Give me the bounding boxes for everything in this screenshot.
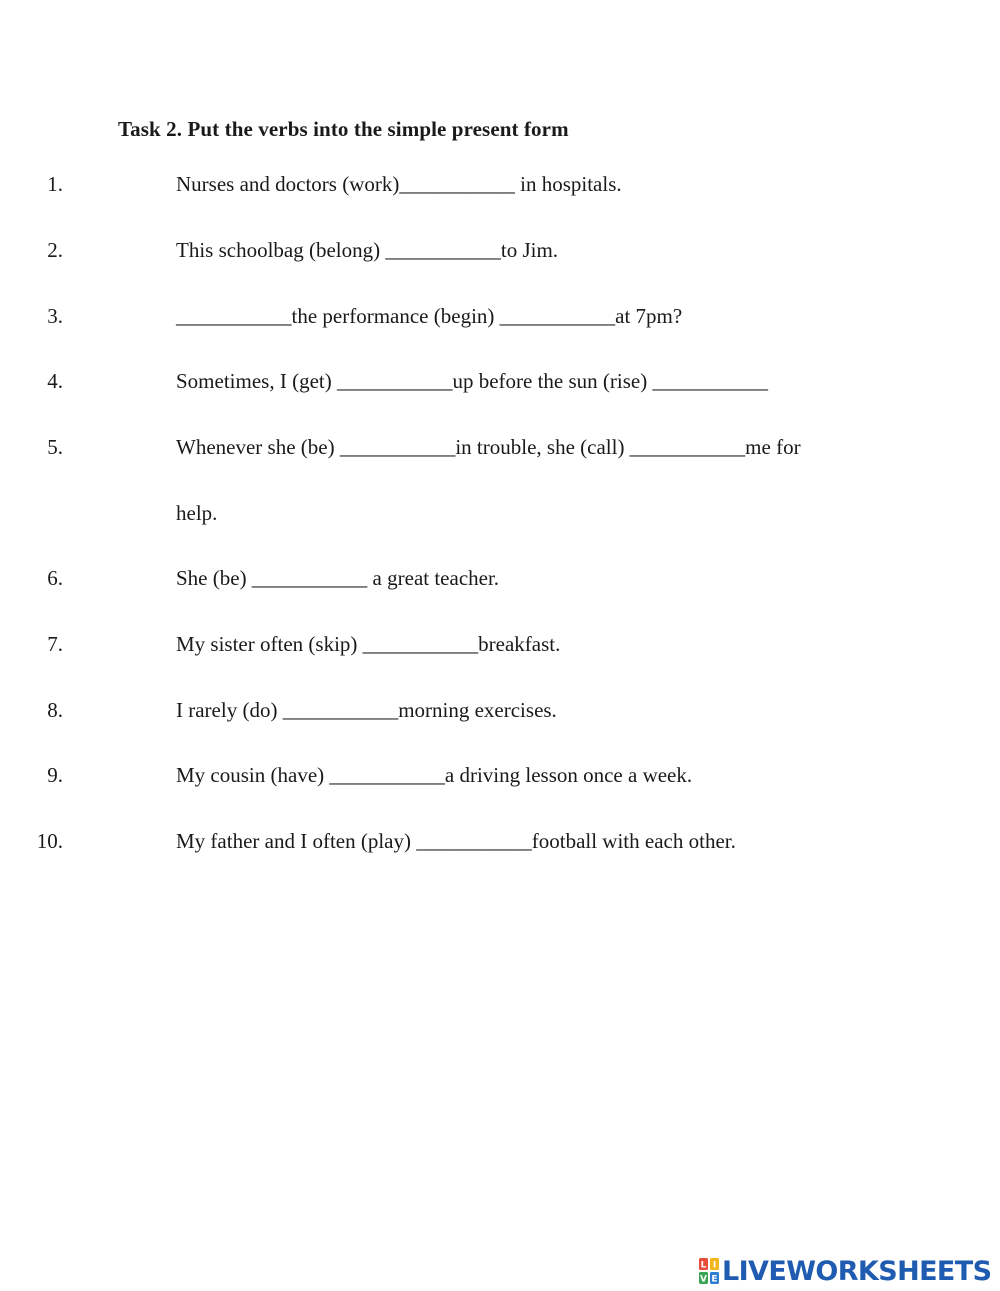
item-text: This schoolbag (belong) ___________to Jim. <box>176 238 559 262</box>
item-text: She (be) ___________ a great teacher. <box>176 566 500 590</box>
svg-text:I: I <box>712 1260 717 1271</box>
item-text: My sister often (skip) ___________breakfast. <box>176 632 561 656</box>
liveworksheets-logo <box>698 1256 991 1286</box>
svg-text:L: L <box>700 1260 707 1271</box>
item-number: 8. <box>47 698 63 722</box>
item-text: My father and I often (play) ___________football with each other. <box>176 829 736 853</box>
item-number: 7. <box>47 632 63 656</box>
item-number: 6. <box>47 566 63 590</box>
item-text: I rarely (do) ___________morning exercises. <box>176 698 557 722</box>
item-number: 3. <box>47 304 63 328</box>
svg-text:E: E <box>711 1274 718 1285</box>
svg-text:V: V <box>700 1274 707 1285</box>
item-number: 4. <box>47 369 63 393</box>
item-text: ___________the performance (begin) ___________at 7pm? <box>176 304 683 328</box>
item-text: Sometimes, I (get) ___________up before the sun (rise) ___________ <box>176 369 768 393</box>
item-number: 1. <box>47 172 63 196</box>
item-text: Whenever she (be) ___________in trouble, she (call) ___________me for <box>176 435 801 459</box>
item-number: 2. <box>47 238 63 262</box>
item-text: My cousin (have) ___________a driving lesson once a week. <box>176 763 693 787</box>
item-text: Nurses and doctors (work)___________ in hospitals. <box>176 172 622 196</box>
item-number: 9. <box>47 763 63 787</box>
task-title: Task 2. Put the verbs into the simple present form <box>118 117 569 141</box>
logo-text: LIVEWORKSHEETS <box>722 1255 992 1287</box>
item-number: 5. <box>47 435 63 459</box>
item-number: 10. <box>36 829 63 853</box>
live-blocks-icon <box>698 1257 720 1285</box>
item-text: help. <box>176 501 218 525</box>
